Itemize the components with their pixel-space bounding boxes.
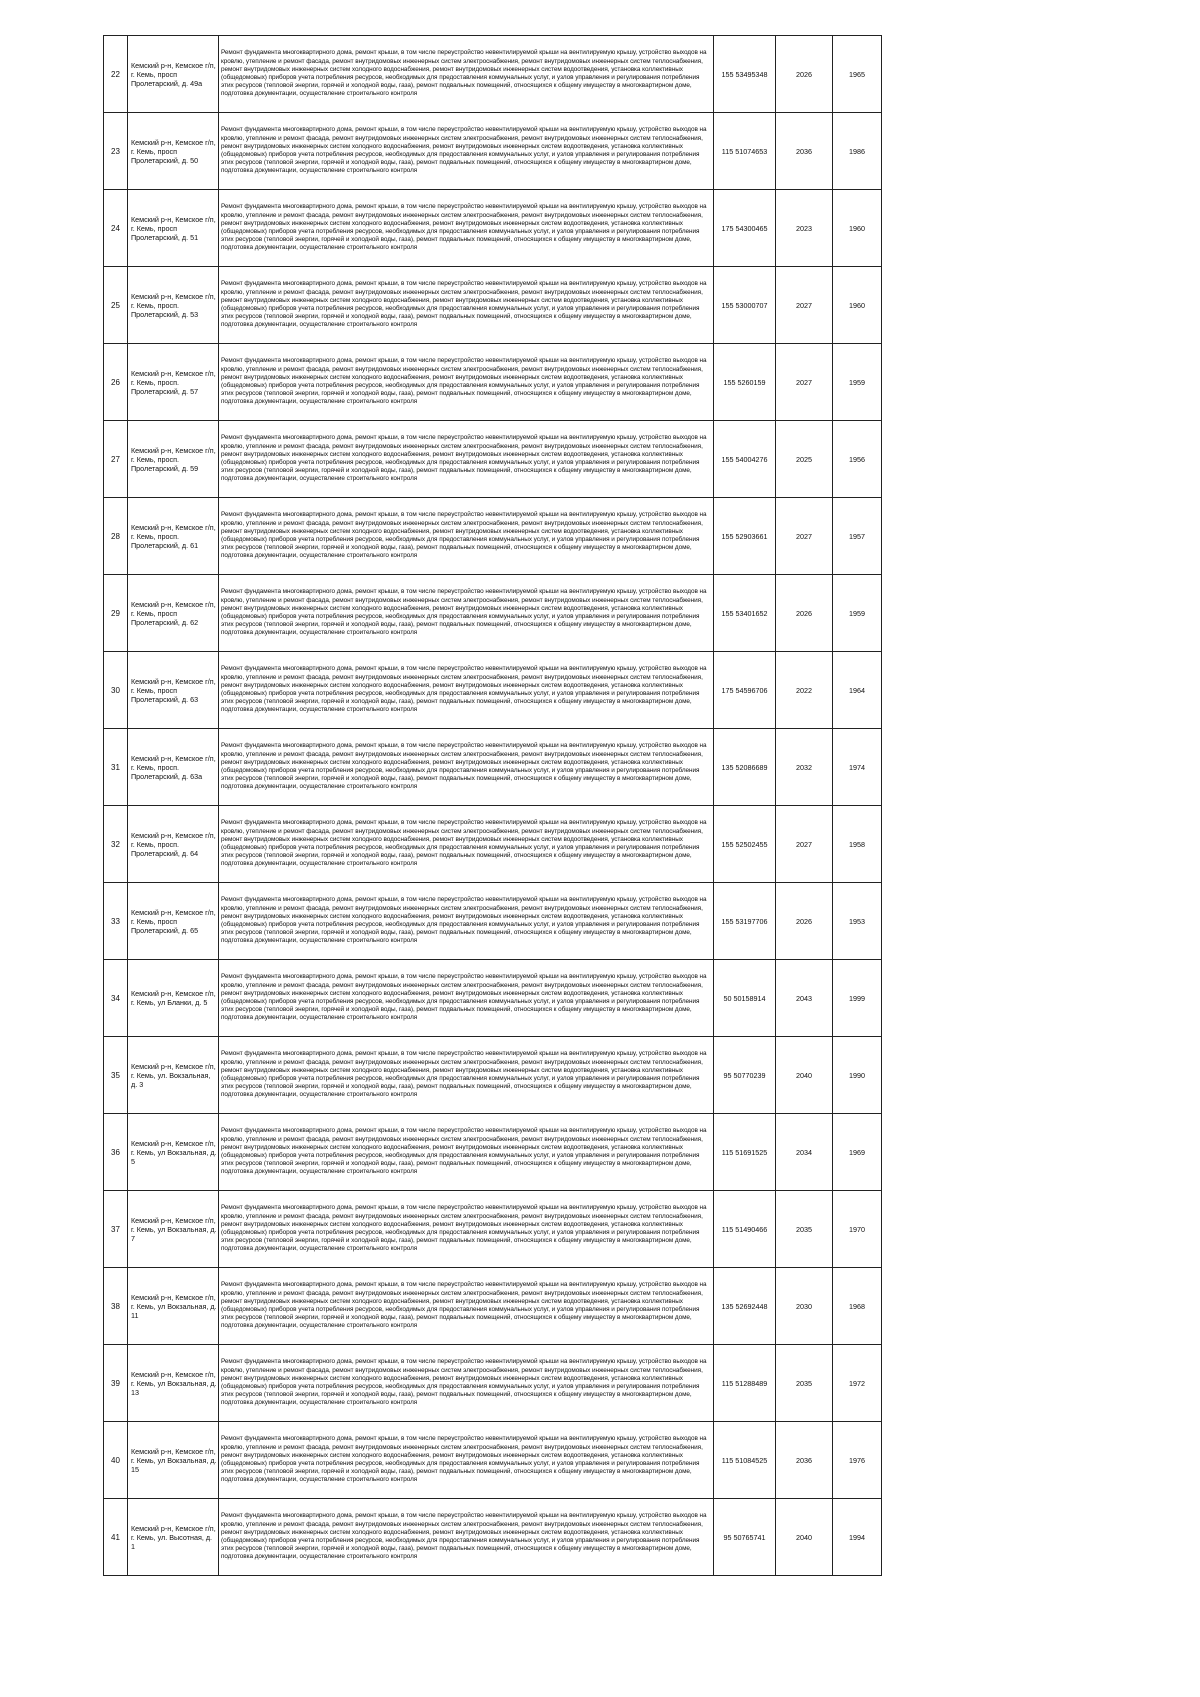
address-cell: Кемский р-н, Кемское г/п, г. Кемь, просп. Пролетарский, д. 53	[128, 267, 219, 344]
row-number: 25	[104, 267, 128, 344]
row-number: 33	[104, 883, 128, 960]
cost-cell: 155 54004276	[714, 421, 776, 498]
planned-year-cell: 2043	[776, 960, 833, 1037]
built-year-cell: 1956	[833, 421, 882, 498]
planned-year-cell: 2025	[776, 421, 833, 498]
built-year-cell: 1958	[833, 806, 882, 883]
row-number: 22	[104, 36, 128, 113]
built-year-cell: 1994	[833, 1499, 882, 1576]
work-description-cell: Ремонт фундамента многоквартирного дома, ремонт крыши, в том числе переустройство невентилируемой крыши на вентилируемую крышу, устройство выходов на кровлю, утепление и ремонт фасада, ремонт внутридомовых инженерных систем электроснабжения, ремонт внутридомовых инженерных систем теплоснабжения, ремонт внутридомовых инженерных систем холодного водоснабжения, ремонт внутридомовых инженерных систем водоотведения, установка коллективных (общедомовых) приборов учета потребления ресурсов, необходимых для предоставления коммунальных услуг, и узлов управления и регулирования потребления этих ресурсов (тепловой энергии, горячей и холодной воды, газа), ремонт подвальных помещений, относящихся к общему имуществу в многоквартирном доме, подготовка документации, осуществление строительного контроля	[219, 421, 714, 498]
cost-cell: 135 52692448	[714, 1268, 776, 1345]
planned-year-cell: 2040	[776, 1499, 833, 1576]
table-row	[104, 190, 882, 267]
work-description-cell: Ремонт фундамента многоквартирного дома, ремонт крыши, в том числе переустройство невентилируемой крыши на вентилируемую крышу, устройство выходов на кровлю, утепление и ремонт фасада, ремонт внутридомовых инженерных систем электроснабжения, ремонт внутридомовых инженерных систем теплоснабжения, ремонт внутридомовых инженерных систем холодного водоснабжения, ремонт внутридомовых инженерных систем водоотведения, установка коллективных (общедомовых) приборов учета потребления ресурсов, необходимых для предоставления коммунальных услуг, и узлов управления и регулирования потребления этих ресурсов (тепловой энергии, горячей и холодной воды, газа), ремонт подвальных помещений, относящихся к общему имуществу в многоквартирном доме, подготовка документации, осуществление строительного контроля	[219, 1037, 714, 1114]
cost-cell: 155 52903661	[714, 498, 776, 575]
table-row	[104, 883, 882, 960]
table-row	[104, 1422, 882, 1499]
planned-year-cell: 2034	[776, 1114, 833, 1191]
cost-cell: 115 51084525	[714, 1422, 776, 1499]
planned-year-cell: 2036	[776, 113, 833, 190]
address-cell: Кемский р-н, Кемское г/п, г. Кемь, ул Вокзальная, д. 5	[128, 1114, 219, 1191]
row-number: 28	[104, 498, 128, 575]
row-number: 31	[104, 729, 128, 806]
cost-cell: 50 50158914	[714, 960, 776, 1037]
built-year-cell: 1960	[833, 190, 882, 267]
work-description-cell: Ремонт фундамента многоквартирного дома, ремонт крыши, в том числе переустройство невентилируемой крыши на вентилируемую крышу, устройство выходов на кровлю, утепление и ремонт фасада, ремонт внутридомовых инженерных систем электроснабжения, ремонт внутридомовых инженерных систем теплоснабжения, ремонт внутридомовых инженерных систем холодного водоснабжения, ремонт внутридомовых инженерных систем водоотведения, установка коллективных (общедомовых) приборов учета потребления ресурсов, необходимых для предоставления коммунальных услуг, и узлов управления и регулирования потребления этих ресурсов (тепловой энергии, горячей и холодной воды, газа), ремонт подвальных помещений, относящихся к общему имуществу в многоквартирном доме, подготовка документации, осуществление строительного контроля	[219, 1345, 714, 1422]
row-number: 29	[104, 575, 128, 652]
planned-year-cell: 2026	[776, 883, 833, 960]
cost-cell: 155 53000707	[714, 267, 776, 344]
address-cell: Кемский р-н, Кемское г/п, г. Кемь, просп Пролетарский, д. 63	[128, 652, 219, 729]
work-description-cell: Ремонт фундамента многоквартирного дома, ремонт крыши, в том числе переустройство невентилируемой крыши на вентилируемую крышу, устройство выходов на кровлю, утепление и ремонт фасада, ремонт внутридомовых инженерных систем электроснабжения, ремонт внутридомовых инженерных систем теплоснабжения, ремонт внутридомовых инженерных систем холодного водоснабжения, ремонт внутридомовых инженерных систем водоотведения, установка коллективных (общедомовых) приборов учета потребления ресурсов, необходимых для предоставления коммунальных услуг, и узлов управления и регулирования потребления этих ресурсов (тепловой энергии, горячей и холодной воды, газа), ремонт подвальных помещений, относящихся к общему имуществу в многоквартирном доме, подготовка документации, осуществление строительного контроля	[219, 344, 714, 421]
row-number: 41	[104, 1499, 128, 1576]
work-description-cell: Ремонт фундамента многоквартирного дома, ремонт крыши, в том числе переустройство невентилируемой крыши на вентилируемую крышу, устройство выходов на кровлю, утепление и ремонт фасада, ремонт внутридомовых инженерных систем электроснабжения, ремонт внутридомовых инженерных систем теплоснабжения, ремонт внутридомовых инженерных систем холодного водоснабжения, ремонт внутридомовых инженерных систем водоотведения, установка коллективных (общедомовых) приборов учета потребления ресурсов, необходимых для предоставления коммунальных услуг, и узлов управления и регулирования потребления этих ресурсов (тепловой энергии, горячей и холодной воды, газа), ремонт подвальных помещений, относящихся к общему имуществу в многоквартирном доме, подготовка документации, осуществление строительного контроля	[219, 36, 714, 113]
built-year-cell: 1976	[833, 1422, 882, 1499]
address-cell: Кемский р-н, Кемское г/п, г. Кемь, ул Бланки, д. 5	[128, 960, 219, 1037]
address-cell: Кемский р-н, Кемское г/п, г. Кемь, просп. Пролетарский, д. 57	[128, 344, 219, 421]
row-number: 30	[104, 652, 128, 729]
table-row	[104, 1114, 882, 1191]
cost-cell: 95 50765741	[714, 1499, 776, 1576]
cost-cell: 175 54300465	[714, 190, 776, 267]
table-row	[104, 729, 882, 806]
row-number: 34	[104, 960, 128, 1037]
cost-cell: 155 5260159	[714, 344, 776, 421]
work-description-cell: Ремонт фундамента многоквартирного дома, ремонт крыши, в том числе переустройство невентилируемой крыши на вентилируемую крышу, устройство выходов на кровлю, утепление и ремонт фасада, ремонт внутридомовых инженерных систем электроснабжения, ремонт внутридомовых инженерных систем теплоснабжения, ремонт внутридомовых инженерных систем холодного водоснабжения, ремонт внутридомовых инженерных систем водоотведения, установка коллективных (общедомовых) приборов учета потребления ресурсов, необходимых для предоставления коммунальных услуг, и узлов управления и регулирования потребления этих ресурсов (тепловой энергии, горячей и холодной воды, газа), ремонт подвальных помещений, относящихся к общему имуществу в многоквартирном доме, подготовка документации, осуществление строительного контроля	[219, 729, 714, 806]
built-year-cell: 1990	[833, 1037, 882, 1114]
row-number: 24	[104, 190, 128, 267]
address-cell: Кемский р-н, Кемское г/п, г. Кемь, ул. Высотная, д. 1	[128, 1499, 219, 1576]
planned-year-cell: 2032	[776, 729, 833, 806]
planned-year-cell: 2027	[776, 806, 833, 883]
address-cell: Кемский р-н, Кемское г/п, г. Кемь, ул Вокзальная, д. 15	[128, 1422, 219, 1499]
cost-cell: 115 51074653	[714, 113, 776, 190]
address-cell: Кемский р-н, Кемское г/п, г. Кемь, ул Вокзальная, д. 7	[128, 1191, 219, 1268]
address-cell: Кемский р-н, Кемское г/п, г. Кемь, просп Пролетарский, д. 50	[128, 113, 219, 190]
address-cell: Кемский р-н, Кемское г/п, г. Кемь, просп Пролетарский, д. 51	[128, 190, 219, 267]
address-cell: Кемский р-н, Кемское г/п, г. Кемь, просп Пролетарский, д. 65	[128, 883, 219, 960]
table-row	[104, 113, 882, 190]
work-description-cell: Ремонт фундамента многоквартирного дома, ремонт крыши, в том числе переустройство невентилируемой крыши на вентилируемую крышу, устройство выходов на кровлю, утепление и ремонт фасада, ремонт внутридомовых инженерных систем электроснабжения, ремонт внутридомовых инженерных систем теплоснабжения, ремонт внутридомовых инженерных систем холодного водоснабжения, ремонт внутридомовых инженерных систем водоотведения, установка коллективных (общедомовых) приборов учета потребления ресурсов, необходимых для предоставления коммунальных услуг, и узлов управления и регулирования потребления этих ресурсов (тепловой энергии, горячей и холодной воды, газа), ремонт подвальных помещений, относящихся к общему имуществу в многоквартирном доме, подготовка документации, осуществление строительного контроля	[219, 1422, 714, 1499]
planned-year-cell: 2035	[776, 1345, 833, 1422]
table-row	[104, 498, 882, 575]
cost-cell: 155 53495348	[714, 36, 776, 113]
built-year-cell: 1999	[833, 960, 882, 1037]
planned-year-cell: 2023	[776, 190, 833, 267]
built-year-cell: 1964	[833, 652, 882, 729]
work-description-cell: Ремонт фундамента многоквартирного дома, ремонт крыши, в том числе переустройство невентилируемой крыши на вентилируемую крышу, устройство выходов на кровлю, утепление и ремонт фасада, ремонт внутридомовых инженерных систем электроснабжения, ремонт внутридомовых инженерных систем теплоснабжения, ремонт внутридомовых инженерных систем холодного водоснабжения, ремонт внутридомовых инженерных систем водоотведения, установка коллективных (общедомовых) приборов учета потребления ресурсов, необходимых для предоставления коммунальных услуг, и узлов управления и регулирования потребления этих ресурсов (тепловой энергии, горячей и холодной воды, газа), ремонт подвальных помещений, относящихся к общему имуществу в многоквартирном доме, подготовка документации, осуществление строительного контроля	[219, 1114, 714, 1191]
work-description-cell: Ремонт фундамента многоквартирного дома, ремонт крыши, в том числе переустройство невентилируемой крыши на вентилируемую крышу, устройство выходов на кровлю, утепление и ремонт фасада, ремонт внутридомовых инженерных систем электроснабжения, ремонт внутридомовых инженерных систем теплоснабжения, ремонт внутридомовых инженерных систем холодного водоснабжения, ремонт внутридомовых инженерных систем водоотведения, установка коллективных (общедомовых) приборов учета потребления ресурсов, необходимых для предоставления коммунальных услуг, и узлов управления и регулирования потребления этих ресурсов (тепловой энергии, горячей и холодной воды, газа), ремонт подвальных помещений, относящихся к общему имуществу в многоквартирном доме, подготовка документации, осуществление строительного контроля	[219, 1191, 714, 1268]
row-number: 35	[104, 1037, 128, 1114]
cost-cell: 115 51691525	[714, 1114, 776, 1191]
table-row	[104, 1037, 882, 1114]
built-year-cell: 1968	[833, 1268, 882, 1345]
cost-cell: 155 53401652	[714, 575, 776, 652]
table-row	[104, 421, 882, 498]
address-cell: Кемский р-н, Кемское г/п, г. Кемь, просп Пролетарский, д. 62	[128, 575, 219, 652]
row-number: 39	[104, 1345, 128, 1422]
address-cell: Кемский р-н, Кемское г/п, г. Кемь, ул Вокзальная, д. 11	[128, 1268, 219, 1345]
address-cell: Кемский р-н, Кемское г/п, г. Кемь, просп Пролетарский, д. 49а	[128, 36, 219, 113]
row-number: 26	[104, 344, 128, 421]
planned-year-cell: 2027	[776, 344, 833, 421]
table-body	[104, 36, 882, 1576]
table-row	[104, 1499, 882, 1576]
built-year-cell: 1970	[833, 1191, 882, 1268]
row-number: 38	[104, 1268, 128, 1345]
work-description-cell: Ремонт фундамента многоквартирного дома, ремонт крыши, в том числе переустройство невентилируемой крыши на вентилируемую крышу, устройство выходов на кровлю, утепление и ремонт фасада, ремонт внутридомовых инженерных систем электроснабжения, ремонт внутридомовых инженерных систем теплоснабжения, ремонт внутридомовых инженерных систем холодного водоснабжения, ремонт внутридомовых инженерных систем водоотведения, установка коллективных (общедомовых) приборов учета потребления ресурсов, необходимых для предоставления коммунальных услуг, и узлов управления и регулирования потребления этих ресурсов (тепловой энергии, горячей и холодной воды, газа), ремонт подвальных помещений, относящихся к общему имуществу в многоквартирном доме, подготовка документации, осуществление строительного контроля	[219, 1268, 714, 1345]
planned-year-cell: 2026	[776, 36, 833, 113]
address-cell: Кемский р-н, Кемское г/п, г. Кемь, просп. Пролетарский, д. 64	[128, 806, 219, 883]
table-row	[104, 652, 882, 729]
table-row	[104, 344, 882, 421]
planned-year-cell: 2036	[776, 1422, 833, 1499]
cost-cell: 175 54596706	[714, 652, 776, 729]
row-number: 23	[104, 113, 128, 190]
row-number: 32	[104, 806, 128, 883]
built-year-cell: 1959	[833, 344, 882, 421]
work-description-cell: Ремонт фундамента многоквартирного дома, ремонт крыши, в том числе переустройство невентилируемой крыши на вентилируемую крышу, устройство выходов на кровлю, утепление и ремонт фасада, ремонт внутридомовых инженерных систем электроснабжения, ремонт внутридомовых инженерных систем теплоснабжения, ремонт внутридомовых инженерных систем холодного водоснабжения, ремонт внутридомовых инженерных систем водоотведения, установка коллективных (общедомовых) приборов учета потребления ресурсов, необходимых для предоставления коммунальных услуг, и узлов управления и регулирования потребления этих ресурсов (тепловой энергии, горячей и холодной воды, газа), ремонт подвальных помещений, относящихся к общему имуществу в многоквартирном доме, подготовка документации, осуществление строительного контроля	[219, 267, 714, 344]
built-year-cell: 1986	[833, 113, 882, 190]
built-year-cell: 1972	[833, 1345, 882, 1422]
built-year-cell: 1959	[833, 575, 882, 652]
table-row	[104, 960, 882, 1037]
work-description-cell: Ремонт фундамента многоквартирного дома, ремонт крыши, в том числе переустройство невентилируемой крыши на вентилируемую крышу, устройство выходов на кровлю, утепление и ремонт фасада, ремонт внутридомовых инженерных систем электроснабжения, ремонт внутридомовых инженерных систем теплоснабжения, ремонт внутридомовых инженерных систем холодного водоснабжения, ремонт внутридомовых инженерных систем водоотведения, установка коллективных (общедомовых) приборов учета потребления ресурсов, необходимых для предоставления коммунальных услуг, и узлов управления и регулирования потребления этих ресурсов (тепловой энергии, горячей и холодной воды, газа), ремонт подвальных помещений, относящихся к общему имуществу в многоквартирном доме, подготовка документации, осуществление строительного контроля	[219, 960, 714, 1037]
address-cell: Кемский р-н, Кемское г/п, г. Кемь, просп. Пролетарский, д. 63а	[128, 729, 219, 806]
table-row	[104, 267, 882, 344]
table-row	[104, 1268, 882, 1345]
address-cell: Кемский р-н, Кемское г/п, г. Кемь, ул. Вокзальная, д. 3	[128, 1037, 219, 1114]
planned-year-cell: 2035	[776, 1191, 833, 1268]
built-year-cell: 1965	[833, 36, 882, 113]
work-description-cell: Ремонт фундамента многоквартирного дома, ремонт крыши, в том числе переустройство невентилируемой крыши на вентилируемую крышу, устройство выходов на кровлю, утепление и ремонт фасада, ремонт внутридомовых инженерных систем электроснабжения, ремонт внутридомовых инженерных систем теплоснабжения, ремонт внутридомовых инженерных систем холодного водоснабжения, ремонт внутридомовых инженерных систем водоотведения, установка коллективных (общедомовых) приборов учета потребления ресурсов, необходимых для предоставления коммунальных услуг, и узлов управления и регулирования потребления этих ресурсов (тепловой энергии, горячей и холодной воды, газа), ремонт подвальных помещений, относящихся к общему имуществу в многоквартирном доме, подготовка документации, осуществление строительного контроля	[219, 652, 714, 729]
table-row	[104, 1191, 882, 1268]
row-number: 36	[104, 1114, 128, 1191]
table-row	[104, 1345, 882, 1422]
work-description-cell: Ремонт фундамента многоквартирного дома, ремонт крыши, в том числе переустройство невентилируемой крыши на вентилируемую крышу, устройство выходов на кровлю, утепление и ремонт фасада, ремонт внутридомовых инженерных систем электроснабжения, ремонт внутридомовых инженерных систем теплоснабжения, ремонт внутридомовых инженерных систем холодного водоснабжения, ремонт внутридомовых инженерных систем водоотведения, установка коллективных (общедомовых) приборов учета потребления ресурсов, необходимых для предоставления коммунальных услуг, и узлов управления и регулирования потребления этих ресурсов (тепловой энергии, горячей и холодной воды, газа), ремонт подвальных помещений, относящихся к общему имуществу в многоквартирном доме, подготовка документации, осуществление строительного контроля	[219, 190, 714, 267]
cost-cell: 135 52086689	[714, 729, 776, 806]
built-year-cell: 1960	[833, 267, 882, 344]
work-description-cell: Ремонт фундамента многоквартирного дома, ремонт крыши, в том числе переустройство невентилируемой крыши на вентилируемую крышу, устройство выходов на кровлю, утепление и ремонт фасада, ремонт внутридомовых инженерных систем электроснабжения, ремонт внутридомовых инженерных систем теплоснабжения, ремонт внутридомовых инженерных систем холодного водоснабжения, ремонт внутридомовых инженерных систем водоотведения, установка коллективных (общедомовых) приборов учета потребления ресурсов, необходимых для предоставления коммунальных услуг, и узлов управления и регулирования потребления этих ресурсов (тепловой энергии, горячей и холодной воды, газа), ремонт подвальных помещений, относящихся к общему имуществу в многоквартирном доме, подготовка документации, осуществление строительного контроля	[219, 1499, 714, 1576]
row-number: 27	[104, 421, 128, 498]
work-description-cell: Ремонт фундамента многоквартирного дома, ремонт крыши, в том числе переустройство невентилируемой крыши на вентилируемую крышу, устройство выходов на кровлю, утепление и ремонт фасада, ремонт внутридомовых инженерных систем электроснабжения, ремонт внутридомовых инженерных систем теплоснабжения, ремонт внутридомовых инженерных систем холодного водоснабжения, ремонт внутридомовых инженерных систем водоотведения, установка коллективных (общедомовых) приборов учета потребления ресурсов, необходимых для предоставления коммунальных услуг, и узлов управления и регулирования потребления этих ресурсов (тепловой энергии, горячей и холодной воды, газа), ремонт подвальных помещений, относящихся к общему имуществу в многоквартирном доме, подготовка документации, осуществление строительного контроля	[219, 498, 714, 575]
address-cell: Кемский р-н, Кемское г/п, г. Кемь, ул Вокзальная, д. 13	[128, 1345, 219, 1422]
row-number: 37	[104, 1191, 128, 1268]
work-description-cell: Ремонт фундамента многоквартирного дома, ремонт крыши, в том числе переустройство невентилируемой крыши на вентилируемую крышу, устройство выходов на кровлю, утепление и ремонт фасада, ремонт внутридомовых инженерных систем электроснабжения, ремонт внутридомовых инженерных систем теплоснабжения, ремонт внутридомовых инженерных систем холодного водоснабжения, ремонт внутридомовых инженерных систем водоотведения, установка коллективных (общедомовых) приборов учета потребления ресурсов, необходимых для предоставления коммунальных услуг, и узлов управления и регулирования потребления этих ресурсов (тепловой энергии, горячей и холодной воды, газа), ремонт подвальных помещений, относящихся к общему имуществу в многоквартирном доме, подготовка документации, осуществление строительного контроля	[219, 575, 714, 652]
work-description-cell: Ремонт фундамента многоквартирного дома, ремонт крыши, в том числе переустройство невентилируемой крыши на вентилируемую крышу, устройство выходов на кровлю, утепление и ремонт фасада, ремонт внутридомовых инженерных систем электроснабжения, ремонт внутридомовых инженерных систем теплоснабжения, ремонт внутридомовых инженерных систем холодного водоснабжения, ремонт внутридомовых инженерных систем водоотведения, установка коллективных (общедомовых) приборов учета потребления ресурсов, необходимых для предоставления коммунальных услуг, и узлов управления и регулирования потребления этих ресурсов (тепловой энергии, горячей и холодной воды, газа), ремонт подвальных помещений, относящихся к общему имуществу в многоквартирном доме, подготовка документации, осуществление строительного контроля	[219, 806, 714, 883]
built-year-cell: 1969	[833, 1114, 882, 1191]
cost-cell: 115 51288489	[714, 1345, 776, 1422]
planned-year-cell: 2022	[776, 652, 833, 729]
built-year-cell: 1953	[833, 883, 882, 960]
repair-schedule-table	[103, 35, 882, 1576]
table-row	[104, 806, 882, 883]
planned-year-cell: 2030	[776, 1268, 833, 1345]
work-description-cell: Ремонт фундамента многоквартирного дома, ремонт крыши, в том числе переустройство невентилируемой крыши на вентилируемую крышу, устройство выходов на кровлю, утепление и ремонт фасада, ремонт внутридомовых инженерных систем электроснабжения, ремонт внутридомовых инженерных систем теплоснабжения, ремонт внутридомовых инженерных систем холодного водоснабжения, ремонт внутридомовых инженерных систем водоотведения, установка коллективных (общедомовых) приборов учета потребления ресурсов, необходимых для предоставления коммунальных услуг, и узлов управления и регулирования потребления этих ресурсов (тепловой энергии, горячей и холодной воды, газа), ремонт подвальных помещений, относящихся к общему имуществу в многоквартирном доме, подготовка документации, осуществление строительного контроля	[219, 883, 714, 960]
cost-cell: 155 52502455	[714, 806, 776, 883]
cost-cell: 155 53197706	[714, 883, 776, 960]
row-number: 40	[104, 1422, 128, 1499]
work-description-cell: Ремонт фундамента многоквартирного дома, ремонт крыши, в том числе переустройство невентилируемой крыши на вентилируемую крышу, устройство выходов на кровлю, утепление и ремонт фасада, ремонт внутридомовых инженерных систем электроснабжения, ремонт внутридомовых инженерных систем теплоснабжения, ремонт внутридомовых инженерных систем холодного водоснабжения, ремонт внутридомовых инженерных систем водоотведения, установка коллективных (общедомовых) приборов учета потребления ресурсов, необходимых для предоставления коммунальных услуг, и узлов управления и регулирования потребления этих ресурсов (тепловой энергии, горячей и холодной воды, газа), ремонт подвальных помещений, относящихся к общему имуществу в многоквартирном доме, подготовка документации, осуществление строительного контроля	[219, 113, 714, 190]
planned-year-cell: 2027	[776, 498, 833, 575]
planned-year-cell: 2026	[776, 575, 833, 652]
table-row	[104, 575, 882, 652]
built-year-cell: 1974	[833, 729, 882, 806]
address-cell: Кемский р-н, Кемское г/п, г. Кемь, просп. Пролетарский, д. 61	[128, 498, 219, 575]
table-row	[104, 36, 882, 113]
planned-year-cell: 2040	[776, 1037, 833, 1114]
cost-cell: 115 51490466	[714, 1191, 776, 1268]
address-cell: Кемский р-н, Кемское г/п, г. Кемь, просп. Пролетарский, д. 59	[128, 421, 219, 498]
planned-year-cell: 2027	[776, 267, 833, 344]
cost-cell: 95 50770239	[714, 1037, 776, 1114]
built-year-cell: 1957	[833, 498, 882, 575]
